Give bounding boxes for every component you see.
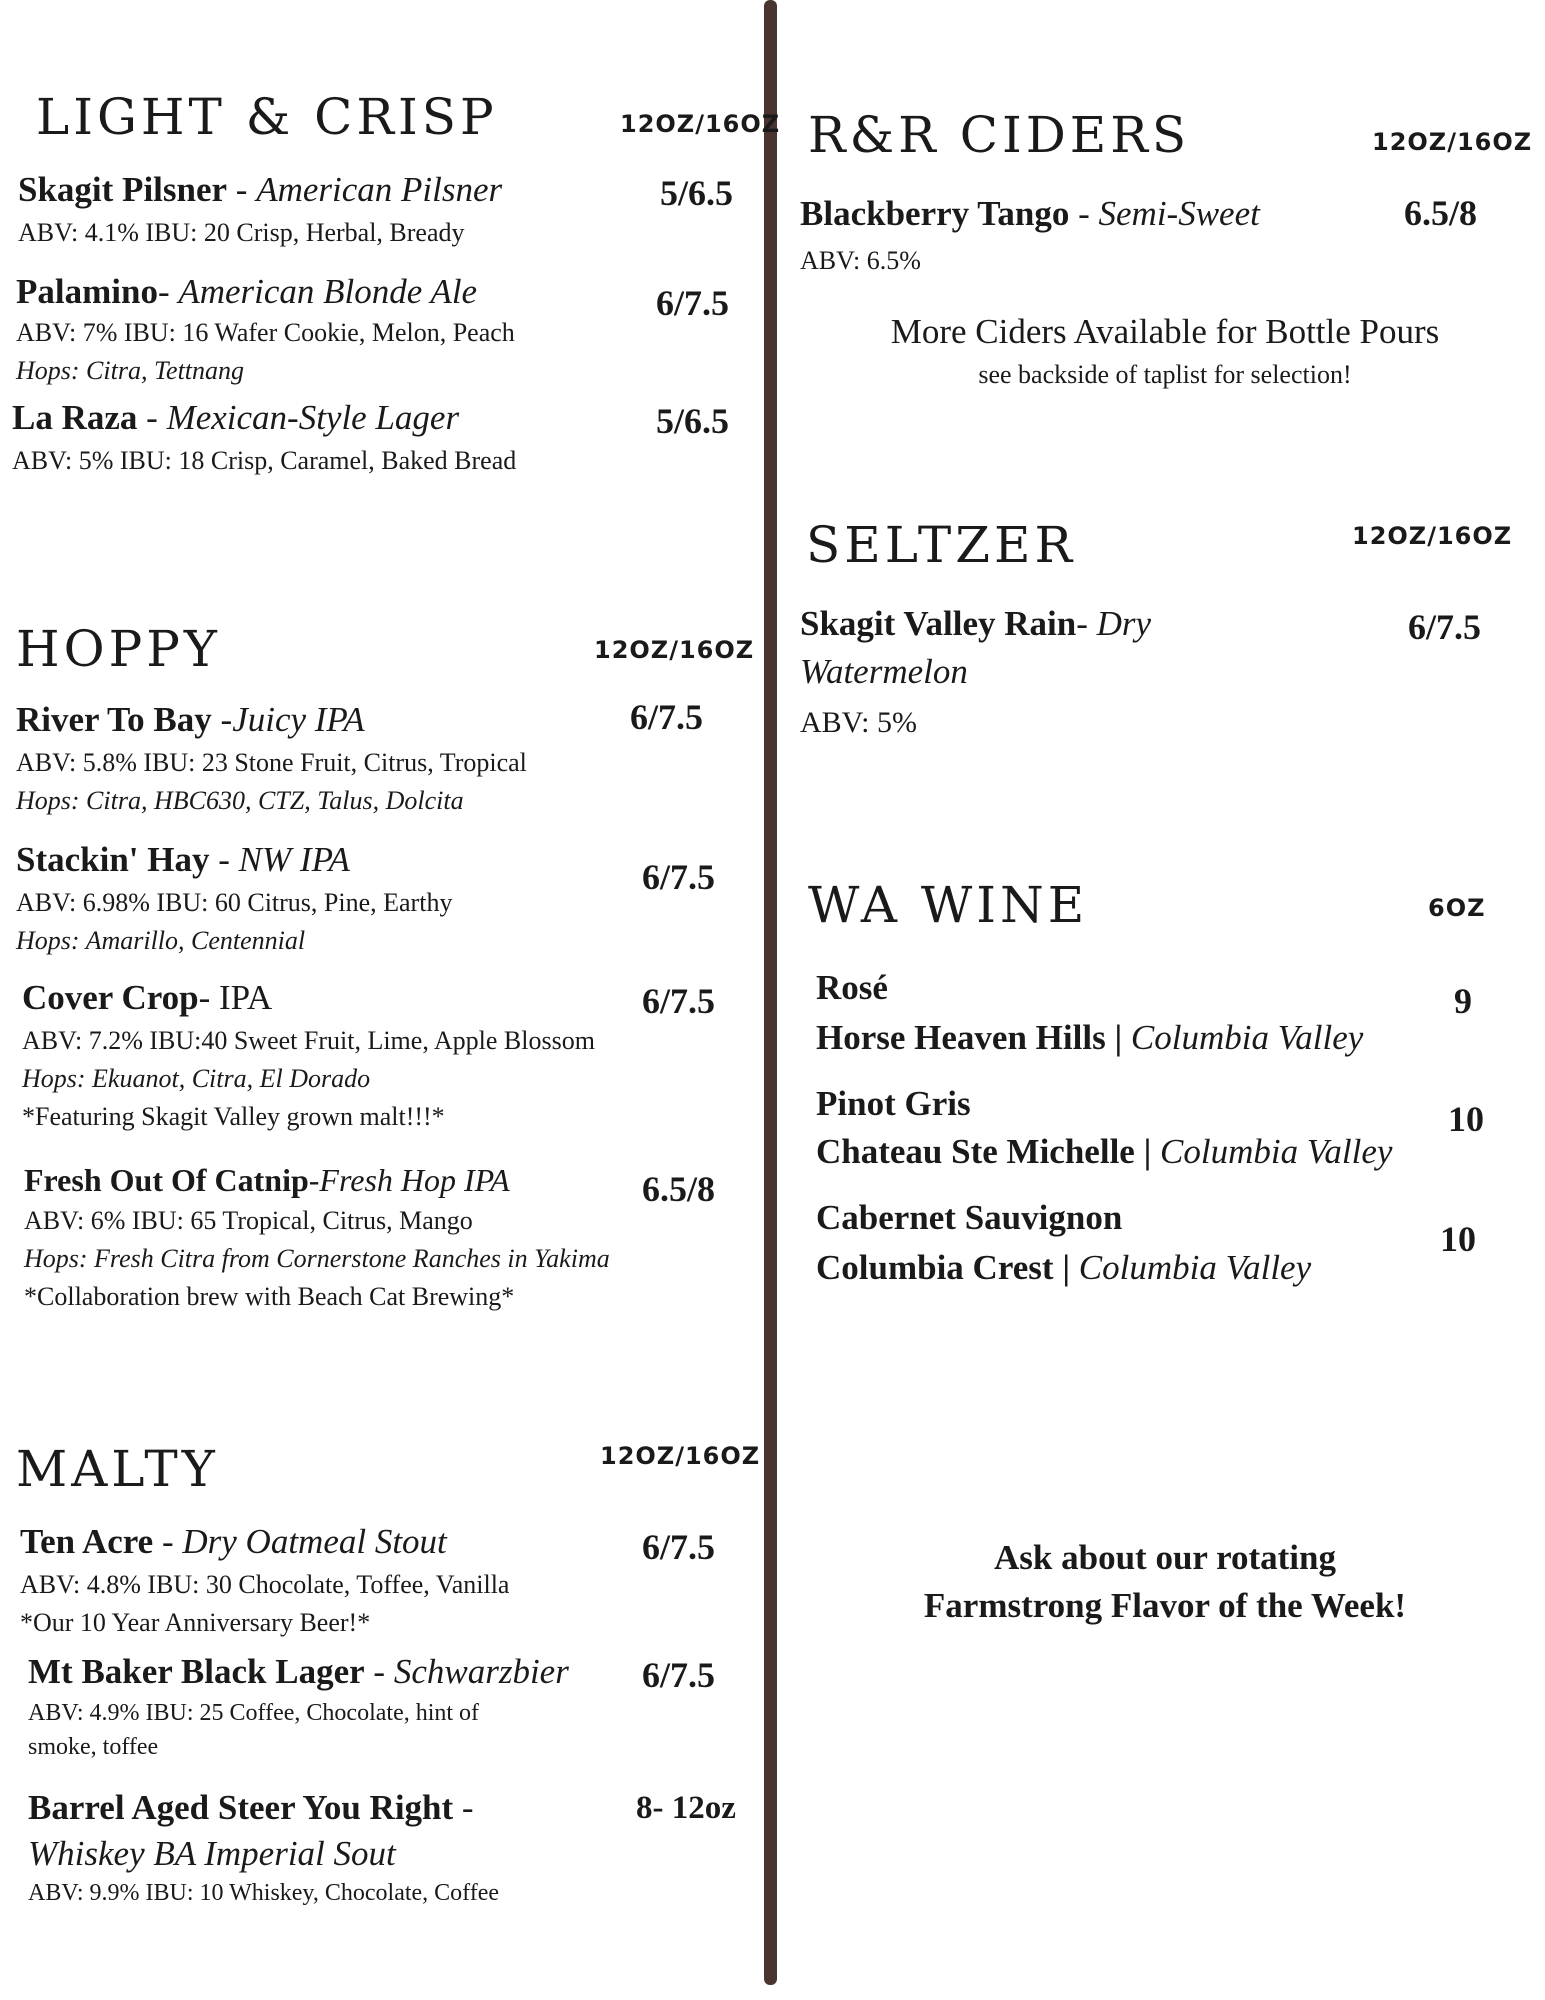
wine-name-text: Pinot Gris xyxy=(816,1084,971,1123)
wine-region: Columbia Valley xyxy=(1078,1248,1312,1287)
beer-detail: ABV: 9.9% IBU: 10 Whiskey, Chocolate, Coffee xyxy=(28,1880,500,1906)
beer-note: *Collaboration brew with Beach Cat Brewing* xyxy=(24,1282,515,1311)
beer-style: IPA xyxy=(219,978,273,1017)
beer-style: Dry Oatmeal Stout xyxy=(182,1522,447,1561)
separator: - xyxy=(211,700,233,739)
seltzer-style-line xyxy=(800,652,968,692)
separator: | xyxy=(1105,1018,1131,1057)
seltzer-name: Skagit Valley Rain xyxy=(800,604,1077,643)
wine-winery: Chateau Ste Michelle xyxy=(816,1132,1135,1171)
beer-style: Juicy IPA xyxy=(232,700,365,739)
beer-detail: ABV: 5% IBU: 18 Crisp, Caramel, Baked Bread xyxy=(12,446,517,475)
wine-origin-line xyxy=(816,1248,1311,1288)
beer-note: *Featuring Skagit Valley grown malt!!!* xyxy=(22,1102,445,1131)
beer-hops: Hops: Citra, HBC630, CTZ, Talus, Dolcita xyxy=(16,786,464,815)
beer-style: Schwarzbier xyxy=(393,1652,569,1691)
seltzer-name-line xyxy=(800,604,1151,644)
wine-winery: Columbia Crest xyxy=(816,1248,1054,1287)
beer-detail: ABV: 6% IBU: 65 Tropical, Citrus, Mango xyxy=(24,1206,473,1235)
section-title: R&R CIDERS xyxy=(808,106,1191,164)
wine-name-text: Rosé xyxy=(816,968,888,1007)
beer-detail: ABV: 4.9% IBU: 25 Coffee, Chocolate, hint of xyxy=(28,1700,480,1726)
beer-price: 6/7.5 xyxy=(630,697,704,737)
beer-style: Whiskey BA Imperial Sout xyxy=(28,1834,396,1873)
section-title: HOPPY xyxy=(16,620,221,678)
wine-name xyxy=(816,1198,1122,1238)
beer-price: 6/7.5 xyxy=(642,857,716,897)
seltzer-style: Dry xyxy=(1096,604,1152,643)
beer-name-line xyxy=(16,700,365,740)
separator: - xyxy=(1076,604,1097,643)
beer-price: 6/7.5 xyxy=(642,981,716,1021)
section-title: LIGHT & CRISP xyxy=(36,88,498,146)
separator: - xyxy=(364,1652,394,1691)
beer-price: 8- 12oz xyxy=(636,1790,736,1826)
beer-price: 6.5/8 xyxy=(642,1169,716,1209)
beer-name: Mt Baker Black Lager xyxy=(28,1652,365,1691)
beer-name: Barrel Aged Steer You Right xyxy=(28,1788,454,1827)
beer-price: 6/7.5 xyxy=(656,283,730,323)
size-header: 6OZ xyxy=(1428,894,1486,922)
beer-price: 6/7.5 xyxy=(642,1655,716,1695)
beer-note: *Our 10 Year Anniversary Beer!* xyxy=(20,1608,371,1637)
beer-hops: Hops: Fresh Citra from Cornerstone Ranches in Yakima xyxy=(24,1244,610,1273)
beer-name-line xyxy=(16,840,350,880)
beer-detail: ABV: 5.8% IBU: 23 Stone Fruit, Citrus, Tropical xyxy=(16,748,527,777)
wine-price: 10 xyxy=(1448,1099,1484,1139)
beer-hops: Hops: Citra, Tettnang xyxy=(16,356,245,385)
beer-hops: Hops: Amarillo, Centennial xyxy=(16,926,306,955)
seltzer-style-cont: Watermelon xyxy=(800,652,968,691)
wine-price: 10 xyxy=(1440,1219,1476,1259)
wine-name xyxy=(816,1084,971,1124)
section-title: SELTZER xyxy=(806,516,1077,574)
wine-region: Columbia Valley xyxy=(1130,1018,1364,1057)
beer-name: Fresh Out Of Catnip xyxy=(24,1162,309,1198)
beer-style: Fresh Hop IPA xyxy=(319,1162,510,1198)
beer-style: American Pilsner xyxy=(256,170,503,209)
cider-name: Blackberry Tango xyxy=(800,194,1070,233)
seltzer-detail: ABV: 5% xyxy=(800,706,917,739)
wine-region: Columbia Valley xyxy=(1160,1132,1393,1171)
size-header: 12OZ/16OZ xyxy=(620,110,781,138)
promo-line-2: Farmstrong Flavor of the Week! xyxy=(923,1586,1407,1625)
beer-price: 5/6.5 xyxy=(660,173,734,213)
wine-winery: Horse Heaven Hills xyxy=(816,1018,1106,1057)
beer-name-line xyxy=(24,1162,510,1199)
beer-name: Skagit Pilsner xyxy=(18,170,228,209)
separator: | xyxy=(1134,1132,1161,1171)
wine-origin-line xyxy=(816,1132,1392,1172)
section-title: MALTY xyxy=(16,1440,219,1498)
cider-style: Semi-Sweet xyxy=(1098,194,1260,233)
beer-style: American Blonde Ale xyxy=(178,272,478,311)
beer-name: Stackin' Hay xyxy=(16,840,210,879)
beer-name: River To Bay xyxy=(16,700,212,739)
beer-name: Ten Acre xyxy=(20,1522,154,1561)
beer-hops: Hops: Ekuanot, Citra, El Dorado xyxy=(22,1064,371,1093)
separator: - xyxy=(209,840,239,879)
separator: - xyxy=(1069,194,1099,233)
beer-name: La Raza xyxy=(12,398,138,437)
beer-detail: ABV: 6.98% IBU: 60 Citrus, Pine, Earthy xyxy=(16,888,453,917)
wine-origin-line xyxy=(816,1018,1363,1058)
size-header: 12OZ/16OZ xyxy=(594,636,755,664)
seltzer-price: 6/7.5 xyxy=(1408,607,1482,647)
beer-detail-cont: smoke, toffee xyxy=(28,1734,159,1760)
beer-name: Palamino xyxy=(16,272,158,311)
beer-style: NW IPA xyxy=(238,840,350,879)
separator: - xyxy=(227,170,257,209)
wine-name xyxy=(816,968,888,1008)
beer-style-line xyxy=(28,1834,396,1874)
size-header: 12OZ/16OZ xyxy=(1372,128,1533,156)
column-divider xyxy=(764,0,777,1985)
separator: - xyxy=(137,398,167,437)
separator: - xyxy=(198,978,220,1017)
promo-line-1: Ask about our rotating xyxy=(994,1538,1336,1577)
beer-price: 5/6.5 xyxy=(656,401,730,441)
cider-name-line xyxy=(800,194,1260,234)
size-header: 12OZ/16OZ xyxy=(1352,522,1513,550)
beer-name-line xyxy=(22,978,272,1018)
separator: - xyxy=(157,272,179,311)
separator: - xyxy=(153,1522,183,1561)
separator: - xyxy=(453,1788,474,1827)
more-ciders-text: More Ciders Available for Bottle Pours xyxy=(890,312,1440,351)
wine-name-text: Cabernet Sauvignon xyxy=(816,1198,1123,1237)
cider-price: 6.5/8 xyxy=(1404,193,1478,233)
separator: - xyxy=(308,1162,320,1198)
size-header: 12OZ/16OZ xyxy=(600,1442,761,1470)
beer-price: 6/7.5 xyxy=(642,1527,716,1567)
separator: | xyxy=(1053,1248,1079,1287)
cider-detail: ABV: 6.5% xyxy=(800,246,921,275)
beer-name-line xyxy=(16,272,477,312)
beer-style: Mexican-Style Lager xyxy=(166,398,460,437)
section-title: WA WINE xyxy=(808,876,1089,934)
beer-name-line xyxy=(18,170,502,210)
beer-name-line xyxy=(20,1522,447,1562)
beer-detail: ABV: 4.1% IBU: 20 Crisp, Herbal, Bready xyxy=(18,218,465,247)
beer-name-line xyxy=(28,1652,569,1692)
more-ciders-subtext: see backside of taplist for selection! xyxy=(978,360,1352,389)
beer-name-line xyxy=(12,398,459,438)
beer-name-line xyxy=(28,1788,474,1828)
beer-detail: ABV: 4.8% IBU: 30 Chocolate, Toffee, Vanilla xyxy=(20,1570,510,1599)
beer-detail: ABV: 7.2% IBU:40 Sweet Fruit, Lime, Apple Blossom xyxy=(22,1026,595,1055)
wine-price: 9 xyxy=(1454,981,1472,1021)
beer-name: Cover Crop xyxy=(22,978,199,1017)
beer-detail: ABV: 7% IBU: 16 Wafer Cookie, Melon, Peach xyxy=(16,318,515,347)
